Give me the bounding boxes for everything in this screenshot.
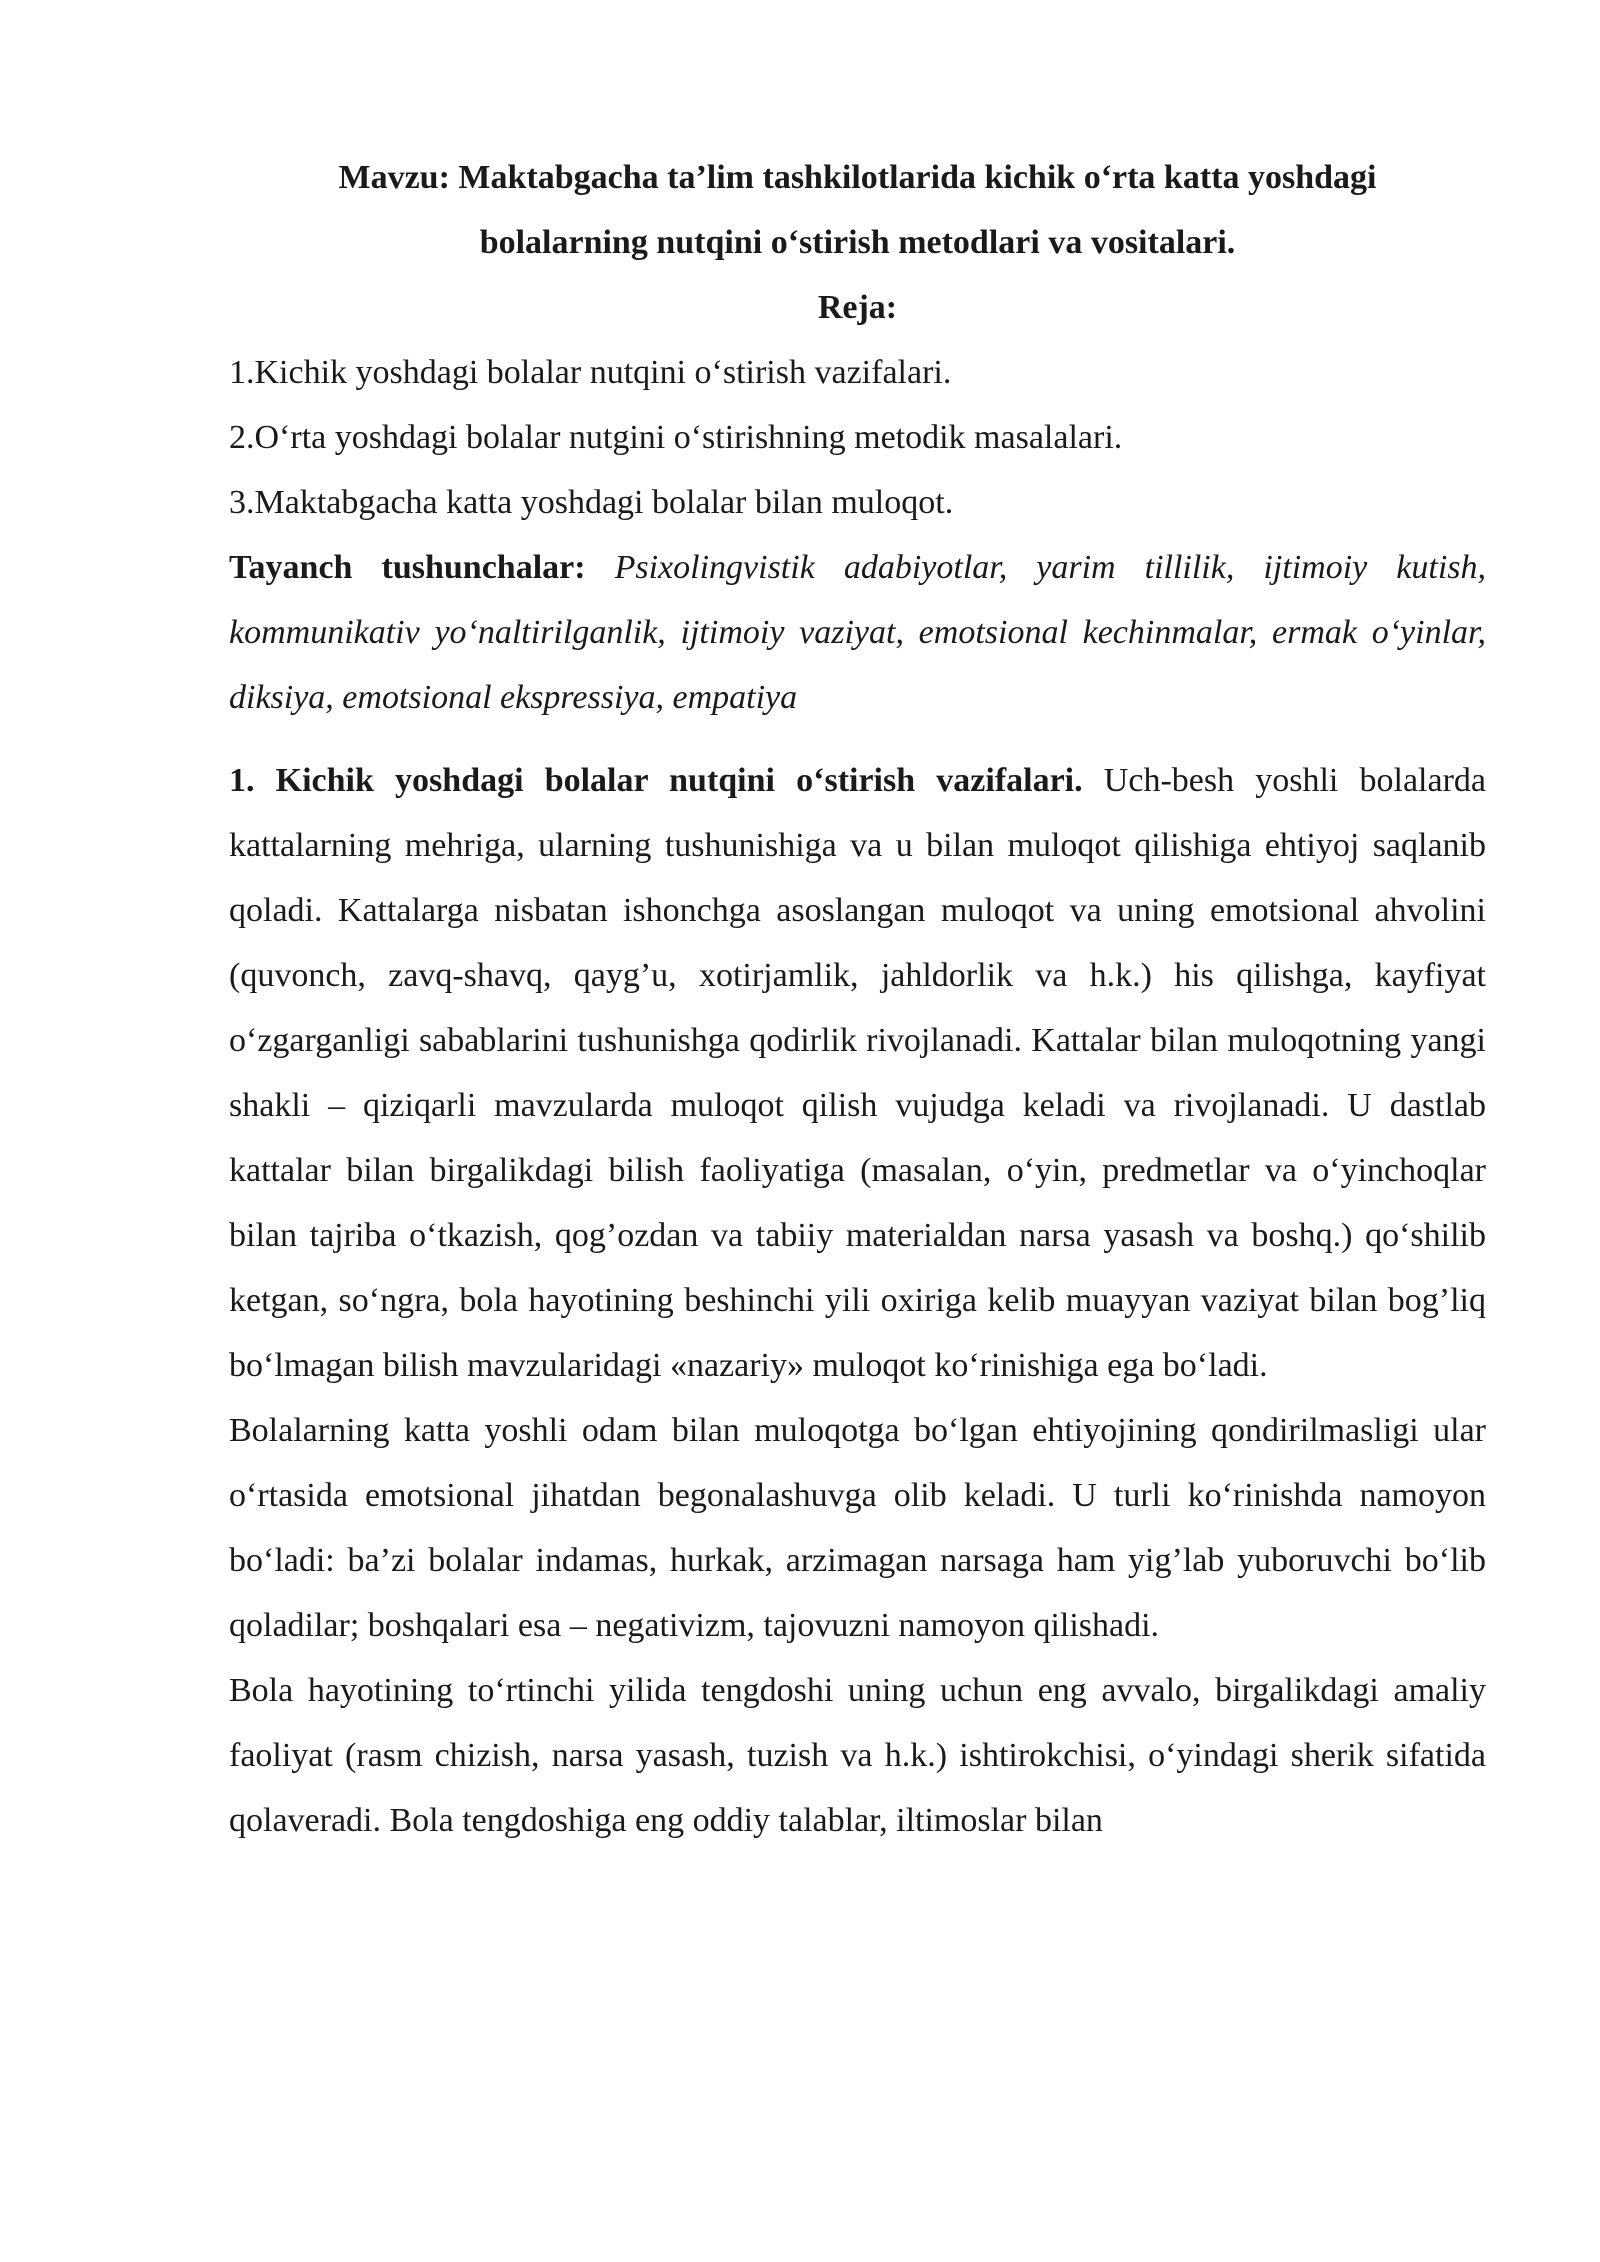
plan-item-3: 3.Maktabgacha katta yoshdagi bolalar bilan muloqot.: [229, 484, 954, 521]
section1-paragraph-1-text: Uch-besh yoshli bolalarda kattalarning mehriga, ularning tushunishiga va u bilan muloqot qilishiga ehtiyoj saqlanib qoladi. Kattalarga nisbatan ishonchga asoslangan muloqot va uning emotsional ahvolini (quvonch, zavq-shavq, qayg’u, xotirjamlik, jahldorlik va h.k.) his qilishga, kayfiyat o‘zgarganligi sabablarini tushunishga qodirlik rivojlanadi. Kattalar bilan muloqotning yangi shakli – qiziqarli mavzularda muloqot qilish vujudga keladi va rivojlanadi. U dastlab kattalar bilan birgalikdagi bilish faoliyatiga (masalan, o‘yin, predmetlar va o‘yinchoqlar bilan tajriba o‘tkazish, qog’ozdan va tabiiy materialdan narsa yasash va boshq.) qo‘shilib ketgan, so‘ngra, bola hayotining beshinchi yili oxiriga kelib muayyan vaziyat bilan bog’liq bo‘lmagan bilish mavzularidagi «nazariy» muloqot ko‘rinishiga ega bo‘ladi.: [229, 762, 1487, 1384]
plan-item-2: 2.O‘rta yoshdagi bolalar nutgini o‘stirishning metodik masalalari.: [229, 419, 1123, 456]
section1-heading: 1. Kichik yoshdagi bolalar nutqini o‘stirish vazifalari.: [229, 762, 1083, 799]
plan-list: [229, 340, 1486, 535]
section1-paragraph-1: [229, 748, 1486, 1398]
key-concepts: [229, 535, 1486, 730]
document-page: [229, 145, 1486, 1853]
plan-item-1: 1.Kichik yoshdagi bolalar nutqini o‘stirish vazifalari.: [229, 354, 952, 391]
plan-heading: Reja:: [817, 289, 898, 326]
page-title-line-2: bolalarning nutqini o‘stirish metodlari va vositalari.: [479, 224, 1236, 261]
section1-paragraph-3: Bola hayotining to‘rtinchi yilida tengdoshi uning uchun eng avvalo, birgalikdagi amaliy faoliyat (rasm chizish, narsa yasash, tuzish va h.k.) ishtirokchisi, o‘yindagi sherik sifatida qolaveradi. Bola tengdoshiga eng oddiy talablar, iltimoslar bilan: [229, 1672, 1486, 1839]
key-concepts-label: Tayanch tushunchalar:: [229, 549, 586, 586]
section1-paragraph-2: Bolalarning katta yoshli odam bilan muloqotga bo‘lgan ehtiyojining qondirilmasligi ular o‘rtasida emotsional jihatdan begonalashuvga olib keladi. U turli ko‘rinishda namoyon bo‘ladi: ba’zi bolalar indamas, hurkak, arzimagan narsaga ham yig’lab yuboruvchi bo‘lib qoladilar; boshqalari esa – negativizm, tajovuzni namoyon qilishadi.: [229, 1412, 1486, 1644]
key-concepts-text: Psixolingvistik adabiyotlar, yarim tillilik, ijtimoiy kutish, kommunikativ yo‘naltirilganlik, ijtimoiy vaziyat, emotsional kechinmalar, ermak o‘yinlar, diksiya, emotsional ekspressiya, empatiya: [229, 549, 1487, 716]
page-title-line-1: Mavzu: Maktabgacha ta’lim tashkilotlarida kichik o‘rta katta yoshdagi: [338, 159, 1377, 196]
section-gap: [229, 730, 1486, 748]
